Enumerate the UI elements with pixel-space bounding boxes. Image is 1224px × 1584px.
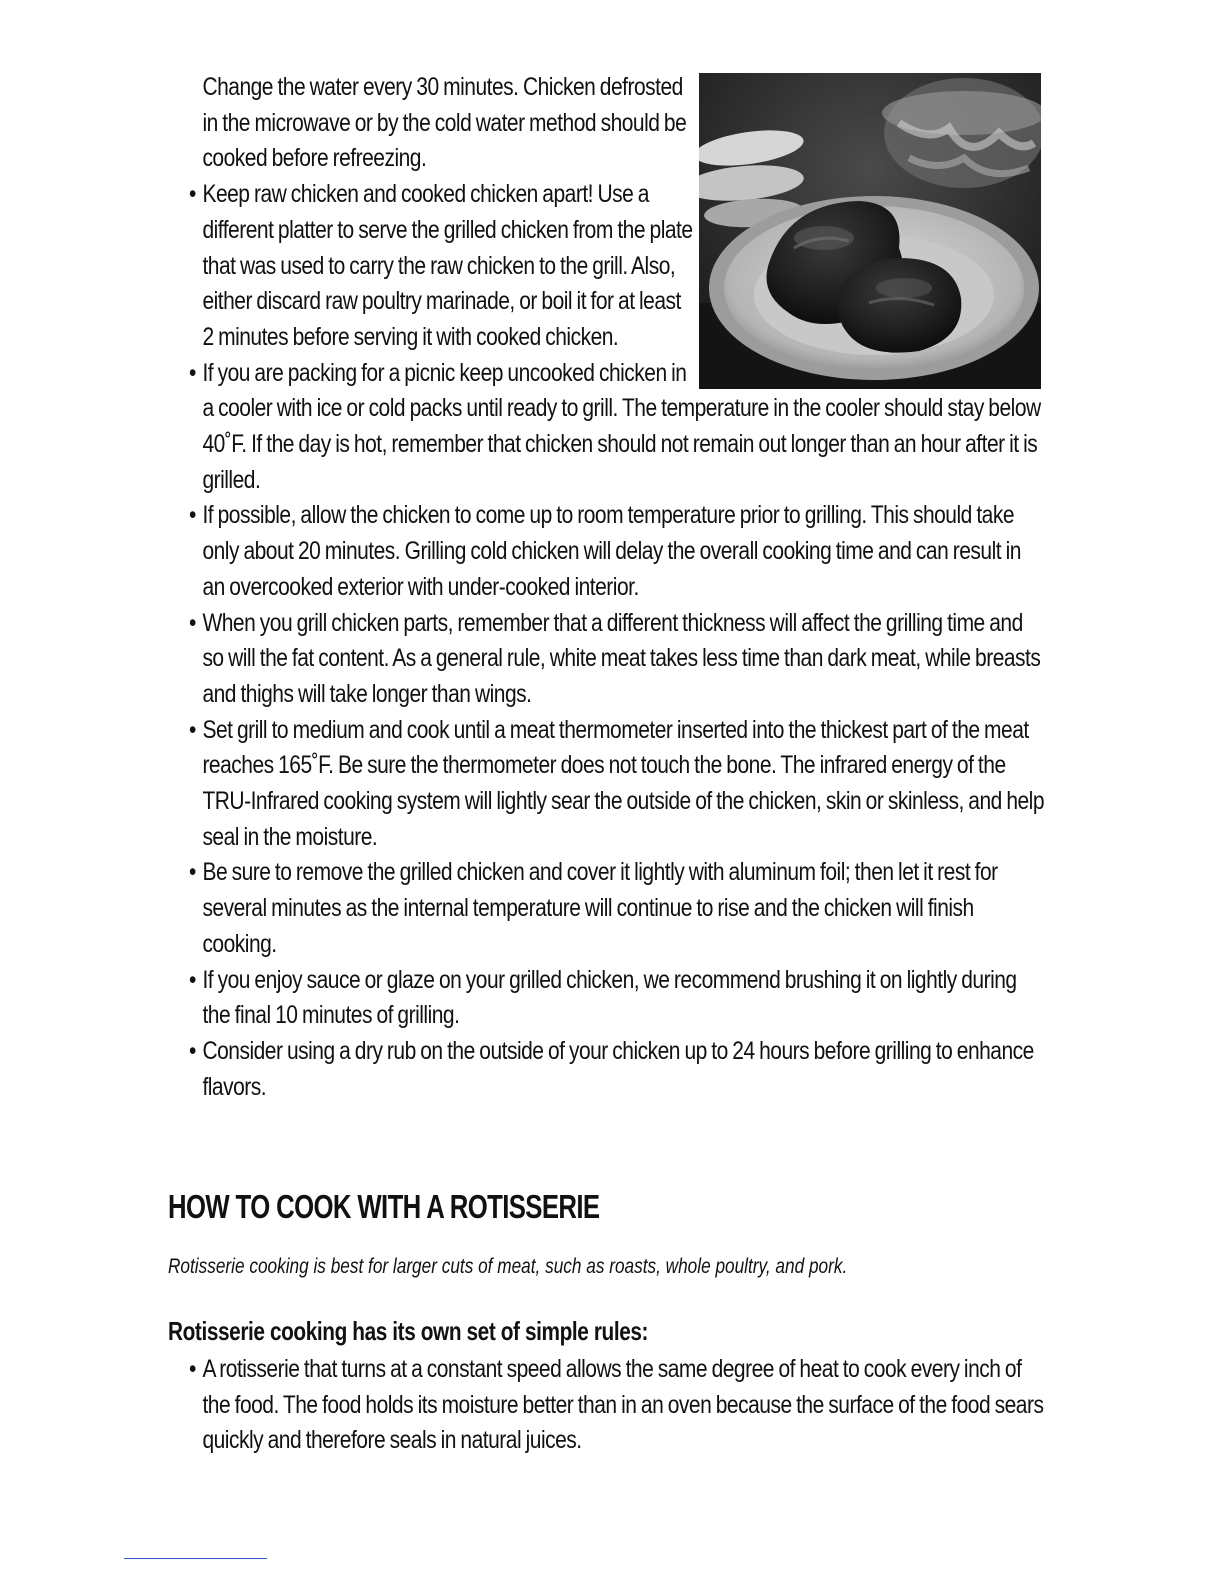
list-item-text: Be sure to remove the grilled chicken and cover it lightly with aluminum foil; then let it rest for several minutes as the internal temperature will continue to rise and the chicken will finish cooking. [202, 858, 998, 958]
rules-heading: Rotisserie cooking has its own set of simple rules: [168, 1316, 649, 1346]
bullet-icon: • [189, 358, 196, 387]
grilled-chicken-photo [699, 73, 1041, 389]
section-intro: Rotisserie cooking is best for larger cuts of meat, such as roasts, whole poultry, and pork. [168, 1255, 848, 1278]
bullet-icon: • [189, 501, 196, 530]
list-item-text: Keep raw chicken and cooked chicken apart! Use a different platter to serve the grilled chicken from the plate that was used to carry the raw chicken to the grill. Also, either discard raw poultry marinade, or boil it for at least 2 minutes before serving it with cooked chicken. [202, 180, 693, 351]
bullet-icon: • [189, 965, 196, 994]
bullet-icon: • [189, 858, 196, 887]
list-item [168, 963, 1047, 1034]
list-item-text: Consider using a dry rub on the outside of your chicken up to 24 hours before grilling to enhance flavors. [202, 1036, 1034, 1101]
list-item-text: When you grill chicken parts, remember that a different thickness will affect the grilling time and so will the fat content. As a general rule, white meat takes less time than dark meat, while breasts and thighs will take longer than wings. [202, 608, 1041, 708]
list-item [168, 713, 1047, 856]
list-item-text: A rotisserie that turns at a constant speed allows the same degree of heat to cook every inch of the food. The food holds its moisture better than in an oven because the surface of the food sears quickly and therefore seals in natural juices. [202, 1355, 1044, 1455]
continuation-paragraph: Change the water every 30 minutes. Chicken defrosted in the microwave or by the cold water method should be cooked before refreezing. [202, 73, 687, 173]
list-item-text: If you are packing for a picnic keep uncooked chicken in a cooler with ice or cold packs until ready to grill. The temperature in the cooler should stay below 40˚F. If the day is hot, remember that chicken should not remain out longer than an hour after it is grilled. [202, 358, 1041, 494]
list-item [168, 606, 1047, 713]
rotisserie-rules-list [168, 1352, 1044, 1459]
list-item-text: If you enjoy sauce or glaze on your grilled chicken, we recommend brushing it on lightly during the final 10 minutes of grilling. [202, 965, 1017, 1030]
bullet-icon: • [189, 1036, 196, 1065]
list-item-text: Set grill to medium and cook until a meat thermometer inserted into the thickest part of the meat reaches 165˚F. Be sure the thermometer does not touch the bone. The infrared energy of the TRU-Infrared cooking system will lightly sear the outside of the chicken, skin or skinless, and help seal in the moisture. [202, 715, 1045, 851]
section-heading: HOW TO COOK WITH A ROTISSERIE [168, 1188, 600, 1225]
bullet-icon: • [189, 608, 196, 637]
list-item [168, 855, 1047, 962]
list-item-text: If possible, allow the chicken to come up to room temperature prior to grilling. This should take only about 20 minutes. Grilling cold chicken will delay the overall cooking time and can result in an overcooked exterior with under-cooked interior. [202, 501, 1021, 601]
bullet-icon: • [189, 1355, 196, 1383]
footer-divider [124, 1558, 267, 1559]
list-item [168, 1352, 1047, 1459]
list-item [168, 1034, 1047, 1105]
bullet-icon: • [189, 180, 196, 209]
list-item [168, 498, 1047, 605]
bullet-icon: • [189, 715, 196, 744]
